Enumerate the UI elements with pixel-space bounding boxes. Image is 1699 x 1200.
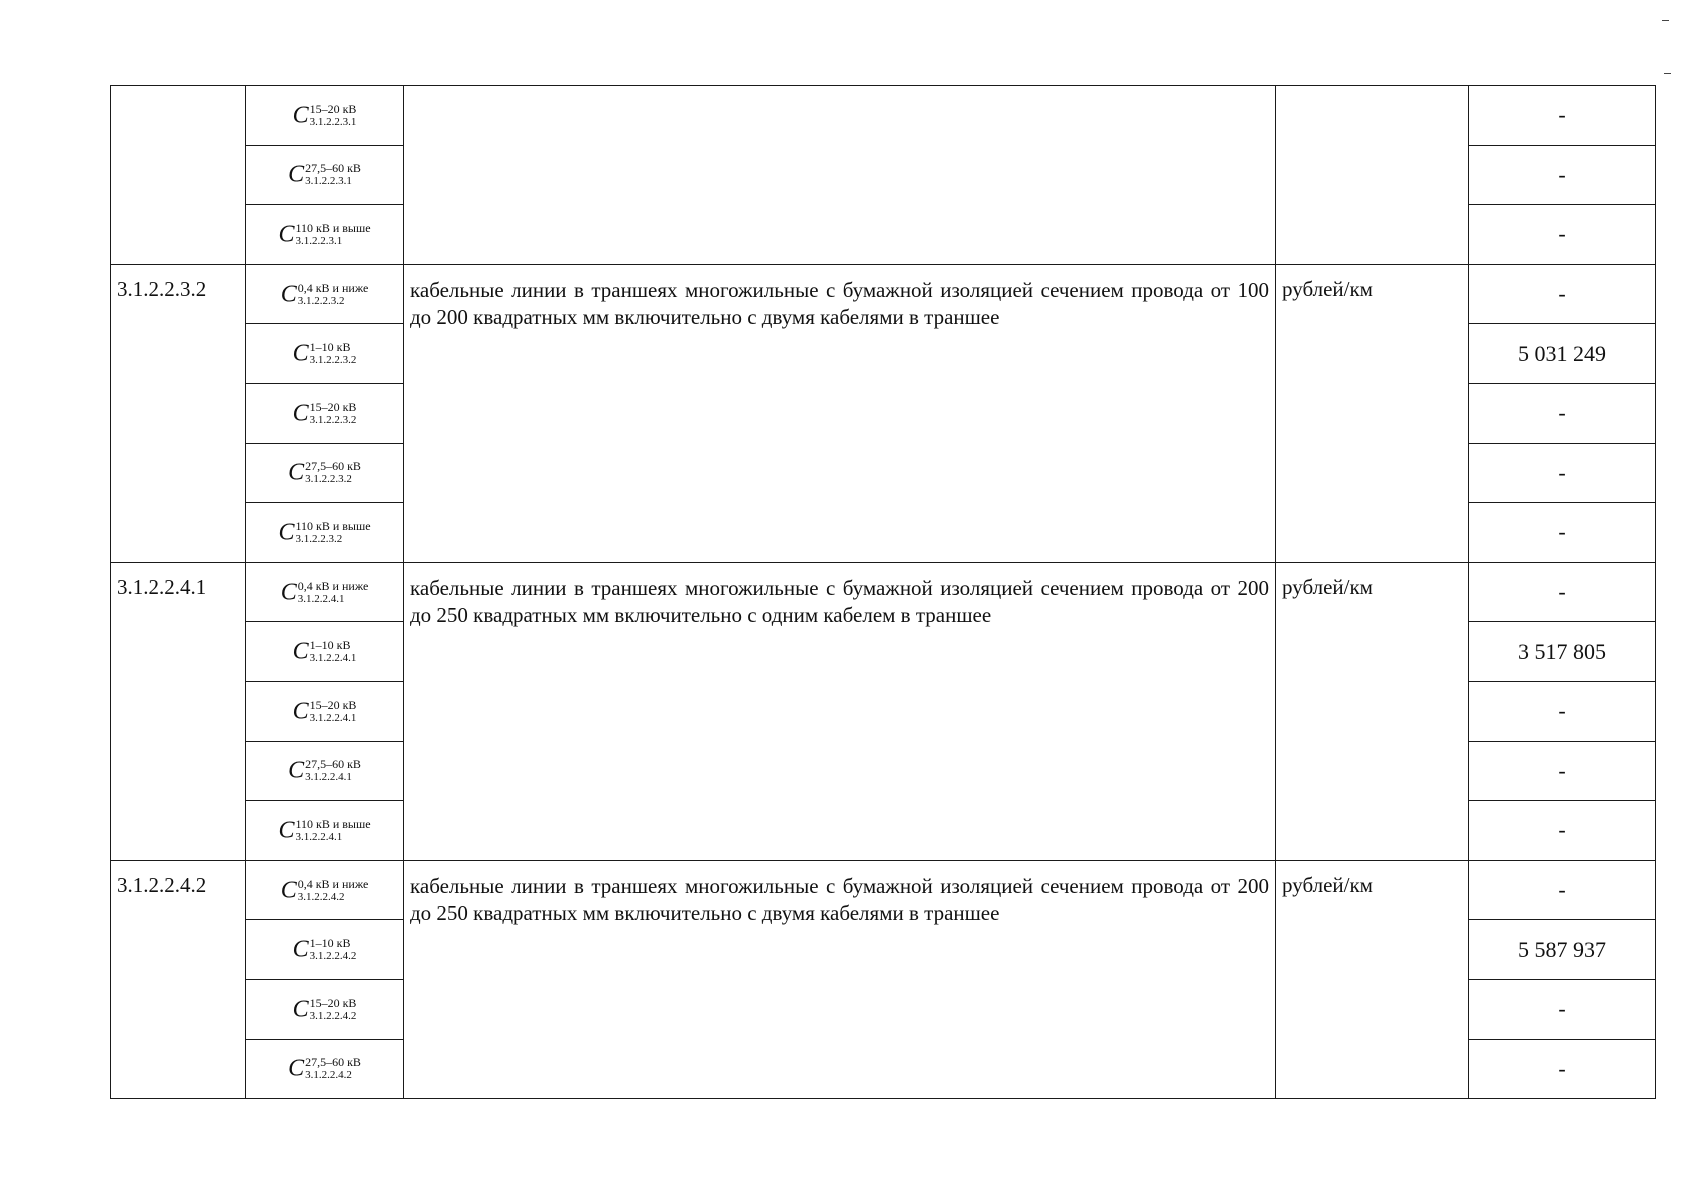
rate-symbol bbox=[278, 817, 370, 844]
rate-symbol bbox=[288, 1055, 361, 1082]
rate-value: 5 587 937 bbox=[1469, 920, 1656, 980]
rate-index: 3.1.2.2.3.2 bbox=[309, 413, 357, 426]
item-code: 3.1.2.2.4.2 bbox=[111, 860, 246, 1098]
voltage-class: 110 кВ и выше bbox=[295, 220, 371, 235]
rate-index: 3.1.2.2.4.1 bbox=[305, 771, 352, 784]
rate-index: 3.1.2.2.4.2 bbox=[309, 1009, 357, 1022]
rate-value: - bbox=[1469, 264, 1656, 324]
rate-symbol bbox=[293, 638, 357, 665]
voltage-class: 27,5–60 кВ bbox=[305, 1055, 361, 1070]
rate-symbol-cell bbox=[246, 264, 404, 324]
table-row bbox=[111, 86, 1656, 146]
table-row bbox=[111, 264, 1656, 324]
rate-symbol-letter: C bbox=[288, 459, 305, 486]
rate-symbol-scripts bbox=[298, 281, 369, 308]
voltage-class: 110 кВ и выше bbox=[295, 518, 371, 533]
rate-symbol-scripts bbox=[305, 757, 361, 784]
rate-symbol-letter: C bbox=[278, 221, 295, 248]
rate-value: - bbox=[1469, 562, 1656, 622]
voltage-class: 15–20 кВ bbox=[309, 995, 357, 1010]
rate-symbol-letter: C bbox=[292, 102, 309, 129]
item-description: кабельные линии в траншеях многожильные с бумажной изоляцией сечением провода от 200 до 250 квадратных мм включительно с одним кабелем в траншее bbox=[404, 562, 1276, 860]
rate-symbol-letter: C bbox=[288, 1055, 305, 1082]
rate-symbol bbox=[293, 340, 357, 367]
rate-value: - bbox=[1469, 205, 1656, 265]
rate-symbol-cell bbox=[246, 205, 404, 265]
rate-value: - bbox=[1469, 86, 1656, 146]
rate-symbol-scripts bbox=[295, 817, 370, 844]
rate-symbol bbox=[288, 459, 361, 486]
rate-index: 3.1.2.2.3.2 bbox=[305, 473, 352, 486]
rate-index: 3.1.2.2.4.2 bbox=[309, 950, 357, 963]
rate-value: - bbox=[1469, 503, 1656, 563]
rate-symbol-scripts bbox=[298, 579, 369, 606]
rate-symbol-scripts bbox=[298, 877, 369, 904]
rate-symbol-cell bbox=[246, 324, 404, 384]
rate-symbol-letter: C bbox=[288, 757, 305, 784]
rate-value: - bbox=[1469, 979, 1656, 1039]
rate-symbol bbox=[288, 757, 361, 784]
rate-symbol bbox=[278, 519, 370, 546]
tariff-table bbox=[110, 85, 1656, 1099]
rate-index: 3.1.2.2.4.1 bbox=[309, 652, 357, 665]
rate-value: 5 031 249 bbox=[1469, 324, 1656, 384]
rate-symbol-cell bbox=[246, 86, 404, 146]
rate-value: - bbox=[1469, 145, 1656, 205]
rate-value: - bbox=[1469, 681, 1656, 741]
rate-symbol-scripts bbox=[310, 102, 357, 129]
rate-symbol-cell bbox=[246, 145, 404, 205]
voltage-class: 1–10 кВ bbox=[309, 638, 351, 653]
rate-symbol-cell bbox=[246, 801, 404, 861]
item-unit bbox=[1276, 86, 1469, 265]
rate-index: 3.1.2.2.3.2 bbox=[295, 532, 343, 545]
rate-symbol-letter: C bbox=[292, 638, 309, 665]
item-code: 3.1.2.2.3.2 bbox=[111, 264, 246, 562]
rate-symbol-scripts bbox=[310, 340, 357, 367]
rate-symbol-scripts bbox=[305, 459, 361, 486]
rate-index: 3.1.2.2.3.1 bbox=[295, 234, 343, 247]
rate-symbol-scripts bbox=[305, 1055, 361, 1082]
rate-index: 3.1.2.2.3.1 bbox=[309, 115, 357, 128]
voltage-class: 0,4 кВ и ниже bbox=[297, 578, 369, 593]
rate-symbol bbox=[281, 877, 369, 904]
rate-symbol-scripts bbox=[295, 221, 370, 248]
item-code bbox=[111, 86, 246, 265]
voltage-class: 1–10 кВ bbox=[309, 340, 351, 355]
rate-value: - bbox=[1469, 443, 1656, 503]
rate-symbol-cell bbox=[246, 443, 404, 503]
voltage-class: 15–20 кВ bbox=[309, 101, 357, 116]
rate-symbol-letter: C bbox=[278, 519, 295, 546]
rate-symbol-cell bbox=[246, 503, 404, 563]
rate-symbol bbox=[293, 102, 357, 129]
rate-symbol-letter: C bbox=[292, 996, 309, 1023]
rate-symbol bbox=[293, 936, 357, 963]
item-description bbox=[404, 86, 1276, 265]
scan-mark bbox=[1662, 20, 1669, 21]
rate-symbol-letter: C bbox=[288, 161, 305, 188]
rate-symbol-letter: C bbox=[292, 698, 309, 725]
rate-symbol-scripts bbox=[310, 698, 357, 725]
rate-index: 3.1.2.2.4.1 bbox=[297, 592, 345, 605]
rate-index: 3.1.2.2.3.2 bbox=[297, 294, 345, 307]
rate-symbol-scripts bbox=[310, 936, 357, 963]
rate-symbol bbox=[281, 281, 369, 308]
rate-symbol bbox=[293, 400, 357, 427]
rate-symbol-letter: C bbox=[292, 400, 309, 427]
rate-value: - bbox=[1469, 741, 1656, 801]
rate-value: - bbox=[1469, 801, 1656, 861]
rate-symbol-cell bbox=[246, 562, 404, 622]
table-row bbox=[111, 562, 1656, 622]
item-unit: рублей/км bbox=[1276, 562, 1469, 860]
rate-symbol bbox=[281, 579, 369, 606]
item-description: кабельные линии в траншеях многожильные с бумажной изоляцией сечением провода от 200 до 250 квадратных мм включительно с двумя кабелями в траншее bbox=[404, 860, 1276, 1098]
rate-value: 3 517 805 bbox=[1469, 622, 1656, 682]
table-row bbox=[111, 860, 1656, 920]
voltage-class: 1–10 кВ bbox=[309, 936, 351, 951]
item-description: кабельные линии в траншеях многожильные с бумажной изоляцией сечением провода от 100 до 200 квадратных мм включительно с двумя кабелями в траншее bbox=[404, 264, 1276, 562]
voltage-class: 0,4 кВ и ниже bbox=[297, 876, 369, 891]
voltage-class: 27,5–60 кВ bbox=[305, 459, 361, 474]
voltage-class: 110 кВ и выше bbox=[295, 816, 371, 831]
voltage-class: 15–20 кВ bbox=[309, 697, 357, 712]
voltage-class: 15–20 кВ bbox=[309, 399, 357, 414]
rate-symbol-cell bbox=[246, 1039, 404, 1099]
rate-symbol-scripts bbox=[310, 996, 357, 1023]
rate-symbol-cell bbox=[246, 920, 404, 980]
rate-symbol-scripts bbox=[310, 638, 357, 665]
voltage-class: 27,5–60 кВ bbox=[305, 757, 361, 772]
rate-symbol-cell bbox=[246, 383, 404, 443]
rate-index: 3.1.2.2.4.2 bbox=[297, 890, 345, 903]
item-unit: рублей/км bbox=[1276, 860, 1469, 1098]
rate-index: 3.1.2.2.4.2 bbox=[305, 1069, 352, 1082]
rate-symbol-letter: C bbox=[292, 340, 309, 367]
rate-symbol-scripts bbox=[295, 519, 370, 546]
rate-value: - bbox=[1469, 383, 1656, 443]
scan-mark bbox=[1664, 73, 1671, 74]
rate-symbol-scripts bbox=[310, 400, 357, 427]
rate-symbol-scripts bbox=[305, 161, 361, 188]
voltage-class: 27,5–60 кВ bbox=[305, 161, 361, 176]
rate-symbol bbox=[293, 698, 357, 725]
rate-symbol-letter: C bbox=[278, 817, 295, 844]
voltage-class: 0,4 кВ и ниже bbox=[297, 280, 369, 295]
rate-index: 3.1.2.2.4.1 bbox=[309, 711, 357, 724]
rate-symbol-letter: C bbox=[280, 579, 297, 606]
rate-symbol-letter: C bbox=[280, 877, 297, 904]
rate-symbol-cell bbox=[246, 681, 404, 741]
item-code: 3.1.2.2.4.1 bbox=[111, 562, 246, 860]
rate-symbol-letter: C bbox=[292, 936, 309, 963]
rate-symbol bbox=[278, 221, 370, 248]
rate-symbol-cell bbox=[246, 979, 404, 1039]
rate-symbol-cell bbox=[246, 741, 404, 801]
rate-symbol bbox=[293, 996, 357, 1023]
rate-value: - bbox=[1469, 1039, 1656, 1099]
rate-value: - bbox=[1469, 860, 1656, 920]
tariff-table-body bbox=[111, 86, 1656, 1099]
rate-symbol bbox=[288, 161, 361, 188]
item-unit: рублей/км bbox=[1276, 264, 1469, 562]
rate-symbol-letter: C bbox=[280, 281, 297, 308]
rate-index: 3.1.2.2.3.1 bbox=[305, 175, 352, 188]
rate-index: 3.1.2.2.3.2 bbox=[309, 354, 357, 367]
rate-symbol-cell bbox=[246, 622, 404, 682]
rate-symbol-cell bbox=[246, 860, 404, 920]
rate-index: 3.1.2.2.4.1 bbox=[295, 830, 343, 843]
